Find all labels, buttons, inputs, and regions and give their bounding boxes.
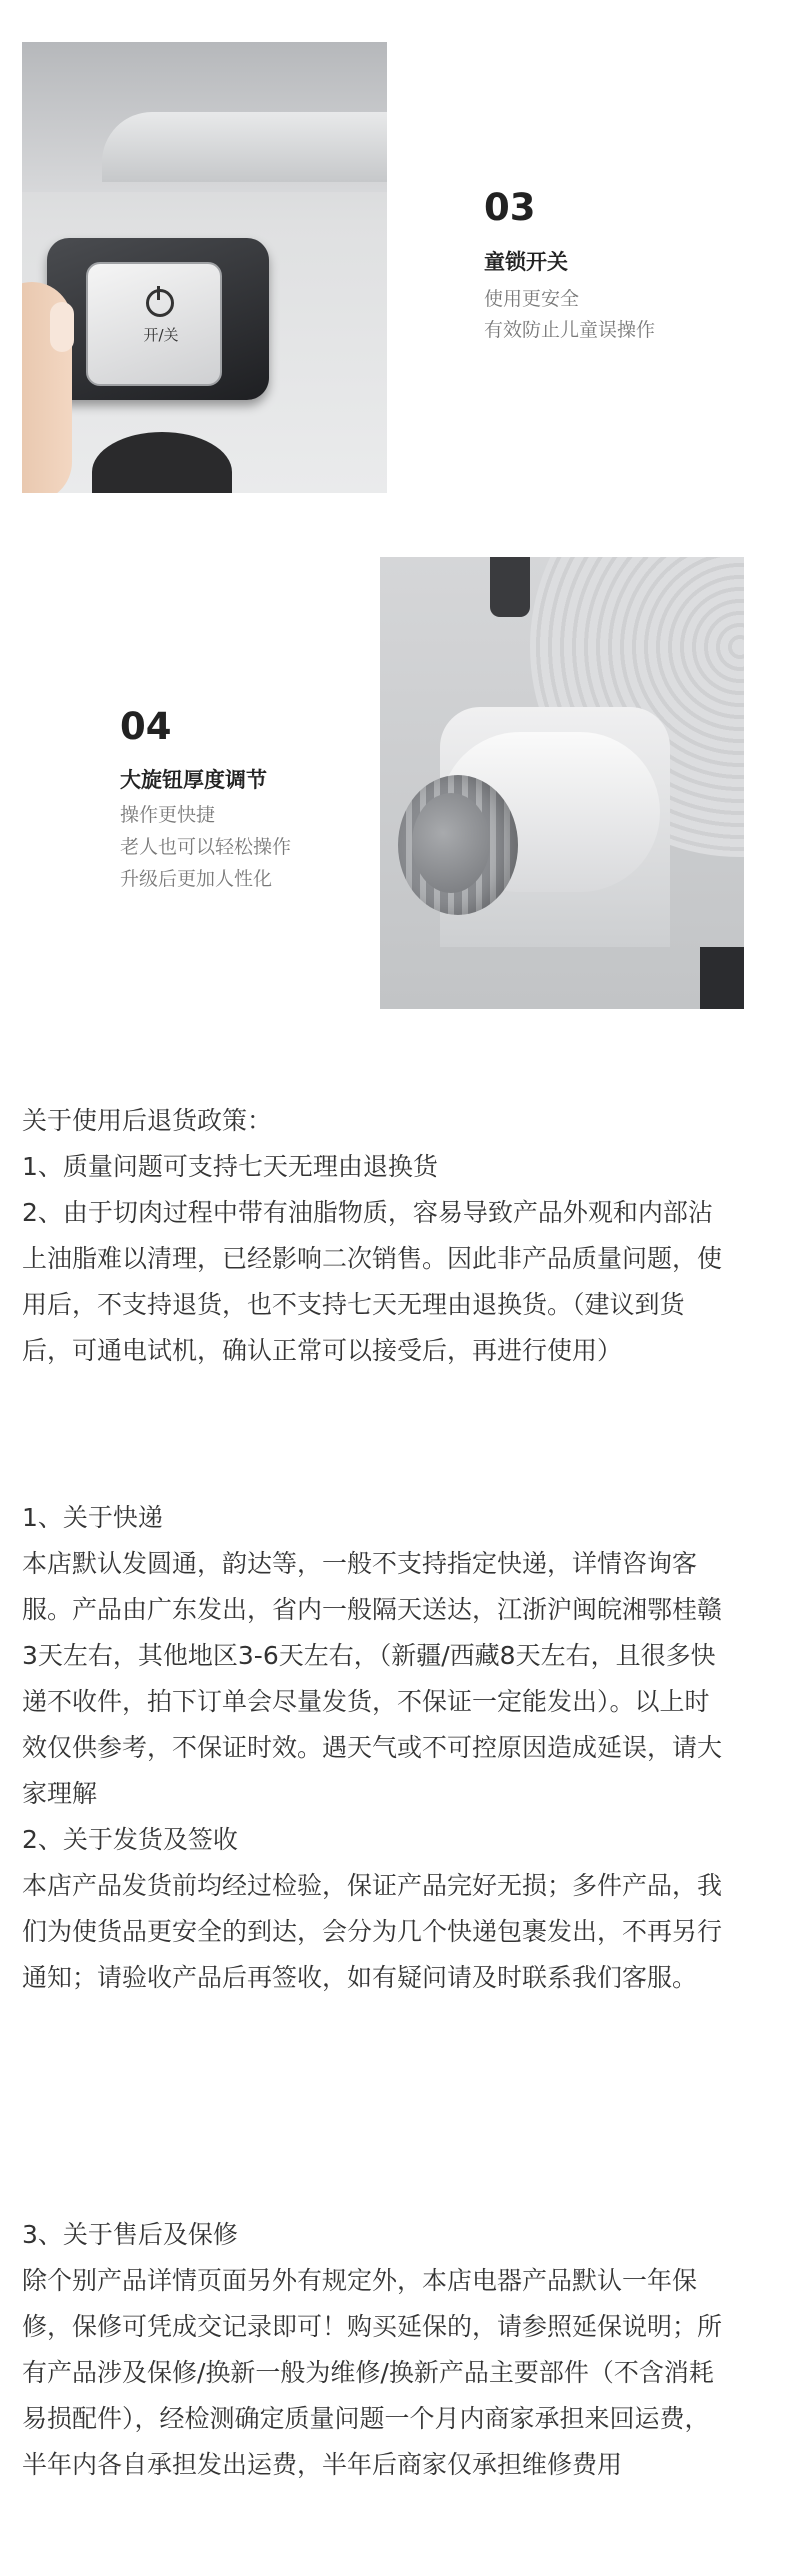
return-policy-heading: 关于使用后退货政策： xyxy=(22,1106,273,1135)
machine-ridge xyxy=(102,112,387,182)
return-policy-section xyxy=(22,1098,722,1374)
power-icon xyxy=(146,289,174,317)
feature-description-line: 使用更安全 xyxy=(484,288,580,310)
top-post xyxy=(490,557,530,617)
machine-corner xyxy=(700,947,744,1009)
warranty-body: 除个别产品详情页面另外有规定外，本店电器产品默认一年保修，保修可凭成交记录即可！购买延保的，请参照延保说明；所有产品涉及保修/换新一般为维修/换新产品主要部件（不含消耗易损配件），经检测确定质量问题一个月内商家承担来回运费，半年内各自承担发出运费，半年后商家仅承担维修费用 xyxy=(22,2266,723,2479)
shipping-section xyxy=(22,1495,722,2001)
switch-label: 开/关 xyxy=(143,326,179,344)
feature-number: 04 xyxy=(120,705,172,748)
warranty-title: 3、关于售后及保修 xyxy=(22,2220,238,2249)
finger-nail xyxy=(50,302,74,352)
feature-description-line: 升级后更加人性化 xyxy=(120,868,273,890)
delivery-body: 本店产品发货前均经过检验，保证产品完好无损；多件产品，我们为使货品更安全的到达，会分为几个快递包裹发出，不再另行通知；请验收产品后再签收，如有疑问请及时联系我们客服。 xyxy=(22,1871,723,1992)
delivery-title: 2、关于发货及签收 xyxy=(22,1825,238,1854)
knob-face xyxy=(412,793,490,893)
feature-title: 童锁开关 xyxy=(484,250,568,274)
express-title: 1、关于快递 xyxy=(22,1503,163,1532)
thickness-knob-image xyxy=(380,557,744,1009)
feature-description-line: 老人也可以轻松操作 xyxy=(120,836,292,858)
return-policy-item: 1、质量问题可支持七天无理由退换货 xyxy=(22,1152,438,1181)
feature-description-line: 有效防止儿童误操作 xyxy=(484,319,656,341)
child-lock-switch-image xyxy=(22,42,387,493)
return-policy-item: 2、由于切肉过程中带有油脂物质，容易导致产品外观和内部沾上油脂难以清理，已经影响二次销售。因此非产品质量问题，使用后，不支持退货，也不支持七天无理由退换货。（建议到货后，可通电试机，确认正常可以接受后，再进行使用） xyxy=(22,1198,723,1365)
express-body: 本店默认发圆通，韵达等，一般不支持指定快递，详情咨询客服。产品由广东发出，省内一般隔天送达，江浙沪闽皖湘鄂桂赣3天左右，其他地区3-6天左右，（新疆/西藏8天左右，且很多快递不收件，拍下订单会尽量发货，不保证一定能发出）。以上时效仅供参考，不保证时效。遇天气或不可控原因造成延误，请大家理解 xyxy=(22,1549,723,1808)
warranty-section xyxy=(22,2212,722,2488)
feature-number: 03 xyxy=(484,186,536,229)
machine-foot xyxy=(92,432,232,493)
feature-title: 大旋钮厚度调节 xyxy=(120,768,267,792)
feature-description-line: 操作更快捷 xyxy=(120,804,216,826)
